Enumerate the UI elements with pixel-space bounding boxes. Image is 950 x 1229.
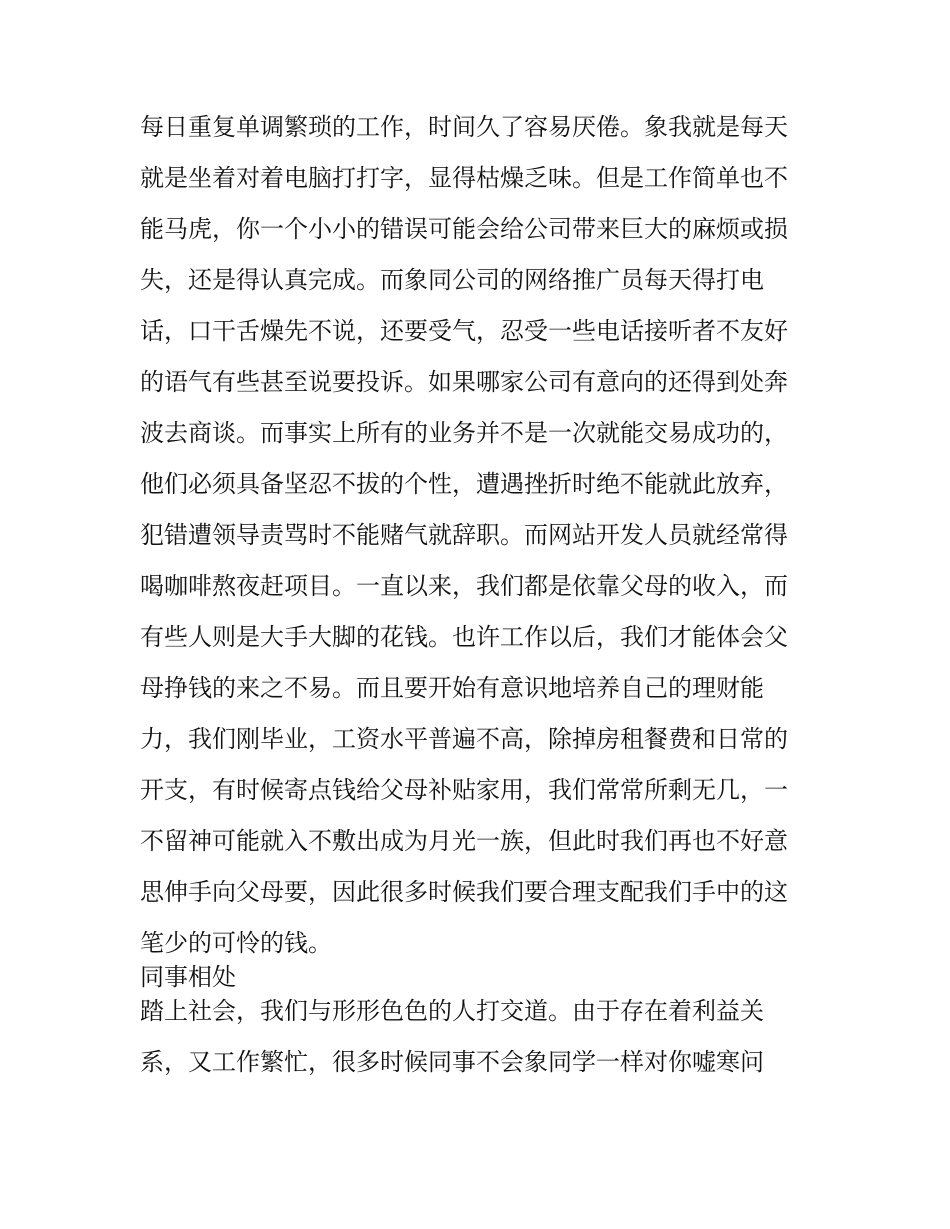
- text-line: 系，又工作繁忙，很多时候同事不会象同学一样对你嘘寒问: [140, 1048, 764, 1076]
- text-line: 笔少的可怜的钱。: [140, 929, 332, 957]
- text-line: 力，我们刚毕业，工资水平普遍不高，除掉房租餐费和日常的: [140, 725, 788, 753]
- text-line: 不留神可能就入不敷出成为月光一族，但此时我们再也不好意: [140, 827, 788, 855]
- text-line: 犯错遭领导责骂时不能赌气就辞职。而网站开发人员就经常得: [140, 521, 788, 549]
- text-line: 思伸手向父母要，因此很多时候我们要合理支配我们手中的这: [140, 878, 788, 906]
- text-line: 他们必须具备坚忍不拔的个性，遭遇挫折时绝不能就此放弃，: [140, 470, 788, 498]
- text-line: 就是坐着对着电脑打打字，显得枯燥乏味。但是工作简单也不: [140, 164, 788, 192]
- text-line: 能马虎，你一个小小的错误可能会给公司带来巨大的麻烦或损: [140, 215, 788, 243]
- paragraph-work: [140, 108, 820, 958]
- text-line: 开支，有时候寄点钱给父母补贴家用，我们常常所剩无几，一: [140, 776, 788, 804]
- text-line: 波去商谈。而事实上所有的业务并不是一次就能交易成功的，: [140, 419, 788, 447]
- text-line: 喝咖啡熬夜赶项目。一直以来，我们都是依靠父母的收入，而: [140, 572, 788, 600]
- section-heading: 同事相处: [140, 963, 236, 991]
- text-line: 每日重复单调繁琐的工作，时间久了容易厌倦。象我就是每天: [140, 113, 788, 141]
- paragraph-colleagues: [140, 992, 820, 1094]
- text-line: 母挣钱的来之不易。而且要开始有意识地培养自己的理财能: [140, 674, 764, 702]
- text-line: 失，还是得认真完成。而象同公司的网络推广员每天得打电: [140, 266, 764, 294]
- document-body: [140, 108, 820, 1094]
- text-line: 有些人则是大手大脚的花钱。也许工作以后，我们才能体会父: [140, 623, 788, 651]
- text-line: 踏上社会，我们与形形色色的人打交道。由于存在着利益关: [140, 997, 764, 1025]
- text-line: 话，口干舌燥先不说，还要受气，忍受一些电话接听者不友好: [140, 317, 788, 345]
- text-line: 的语气有些甚至说要投诉。如果哪家公司有意向的还得到处奔: [140, 368, 788, 396]
